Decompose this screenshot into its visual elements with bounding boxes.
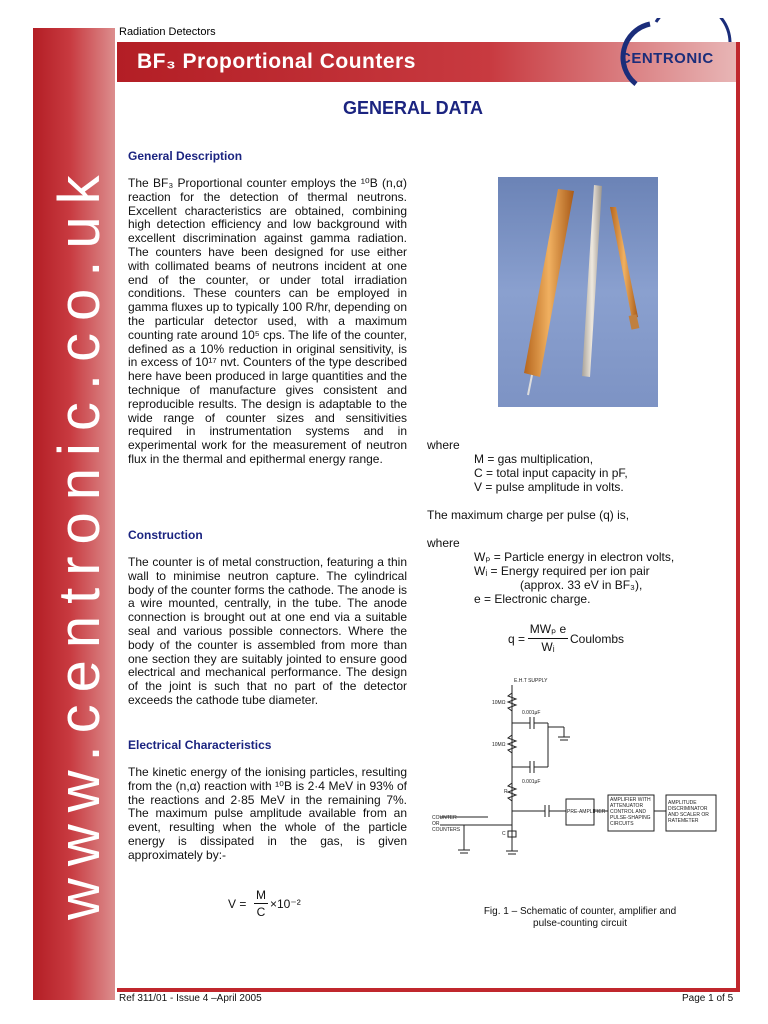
- charge-formula: [508, 622, 638, 658]
- preamp-label: PRE-AMPLIFIER: [567, 809, 606, 815]
- electrical-text: The kinetic energy of the ionising particles, resulting from the (n,α) reaction with ¹⁰B is 2·4 MeV in 93% of the reactions and 2·85 MeV in the remaining 7%. The maximum pulse amplitude available from an event, resulting when the whole of the particle energy is dissipated in the gas, is given approximately by:-: [128, 765, 407, 862]
- formula-q-lhs: q =: [508, 632, 526, 646]
- r2-label: 10MΩ: [492, 742, 506, 748]
- figure-caption: [430, 906, 730, 930]
- construction-text: The counter is of metal construction, featuring a thin wall to minimise neutron capture. The cylindrical body of the counter forms the cathode. The anode is a wire mounted, centrally, in the tube. The anode connection is brought out at one end via a suitable seal and various possible connectors. Where the body of the counter is assembled from more than one section they are suitably jointed to ensure good electrical and mechanical performance. The design of the joint is such that no part of the detector exceeds the cathode tube diameter.: [128, 555, 407, 707]
- bottom-border: [117, 988, 740, 992]
- c1-label: 0.001μF: [522, 710, 541, 716]
- where-label-2: where: [427, 536, 460, 550]
- counter-tubes-photo: [498, 177, 658, 407]
- circuit-schematic: [430, 675, 735, 865]
- wi-definition-cont: (approx. 33 eV in BF₃),: [520, 578, 643, 592]
- formula-v-bar: [254, 903, 268, 904]
- wi-definition: Wᵢ = Energy required per ion pair: [474, 564, 650, 578]
- wp-definition: Wₚ = Particle energy in electron volts,: [474, 550, 675, 564]
- footer-reference: Ref 311/01 - Issue 4 –April 2005: [119, 993, 262, 1004]
- general-description-text: The BF₃ Proportional counter employs the ¹⁰B (n,α) reaction for the detection of thermal neutrons. Excellent characteristics are obtained, combining high detection efficiency and low background with excellent discrimination against gamma radiation. The counters have been designed for use either with collimated beams of neutrons incident at one end of the counter, or under total irradiation conditions. These counters can be employed in gamma fluxes up to typically 100 R/hr, depending on the particular detector used, with a maximum counting rate around 10⁵ cps. The life of the counter, defined as a 10% reduction in original sensitivity, is in excess of 10¹⁷ nvt. Counters of the type described here have been produced in large quantities and the technique of manufacture gives consistent and reproducible results. The design is adaptable to the wide range of counter sizes and sensitivities required in instrumentation systems and in experimental work for the measurement of neutron flux in the thermal and epithermal energy range.: [128, 176, 407, 466]
- electrical-heading: Electrical Characteristics: [128, 738, 272, 752]
- formula-v-numerator: M: [256, 888, 266, 902]
- voltage-formula: [228, 888, 348, 924]
- max-charge-text: The maximum charge per pulse (q) is,: [427, 508, 630, 522]
- formula-v-denominator: C: [256, 905, 266, 919]
- general-description-heading: General Description: [128, 149, 243, 163]
- formula-v-lhs: V =: [228, 897, 247, 911]
- caption-line-1: Fig. 1 – Schematic of counter, amplifier and: [483, 906, 677, 917]
- counter-label: COUNTER OR COUNTERS: [432, 815, 461, 833]
- caption-line-2: pulse-counting circuit: [533, 918, 627, 929]
- formula-q-bar: [528, 638, 568, 639]
- c2-label: 0.001μF: [522, 779, 541, 785]
- formula-v-rhs: ×10⁻²: [270, 897, 301, 911]
- formula-q-denominator: Wᵢ: [541, 640, 555, 654]
- sidebar-url: www.centronic.co.uk: [47, 163, 112, 920]
- right-border: [736, 42, 740, 992]
- formula-q-numerator: MWₚ e: [529, 622, 567, 636]
- e-definition: e = Electronic charge.: [474, 592, 591, 606]
- r1-label: 10MΩ: [492, 700, 506, 706]
- footer-page: Page 1 of 5: [682, 993, 734, 1004]
- logo-text: CENTRONIC: [620, 50, 714, 67]
- m-definition: M = gas multiplication,: [474, 452, 594, 466]
- schematic-drawing: [430, 675, 735, 865]
- c-definition: C = total input capacity in pF,: [474, 466, 628, 480]
- discriminator-label: AMPLITUDE DISCRIMINATOR AND SCALER OR RATEMETER: [668, 800, 709, 824]
- tubes-illustration: [498, 177, 658, 407]
- where-label-1: where: [427, 438, 460, 452]
- page-heading: GENERAL DATA: [343, 98, 484, 118]
- eht-label: E.H.T SUPPLY: [514, 678, 548, 684]
- v-definition: V = pulse amplitude in volts.: [474, 480, 624, 494]
- amp-label: AMPLIFIER WITH ATTENUATOR CONTROL AND PULSE-SHAPING CIRCUITS: [610, 797, 651, 827]
- formula-q-rhs: Coulombs: [570, 632, 625, 646]
- r-label: R: [504, 789, 508, 795]
- document-title: BF₃ Proportional Counters: [137, 50, 416, 73]
- construction-heading: Construction: [128, 528, 203, 542]
- header-category: Radiation Detectors: [119, 26, 216, 38]
- c-label: C: [502, 831, 506, 837]
